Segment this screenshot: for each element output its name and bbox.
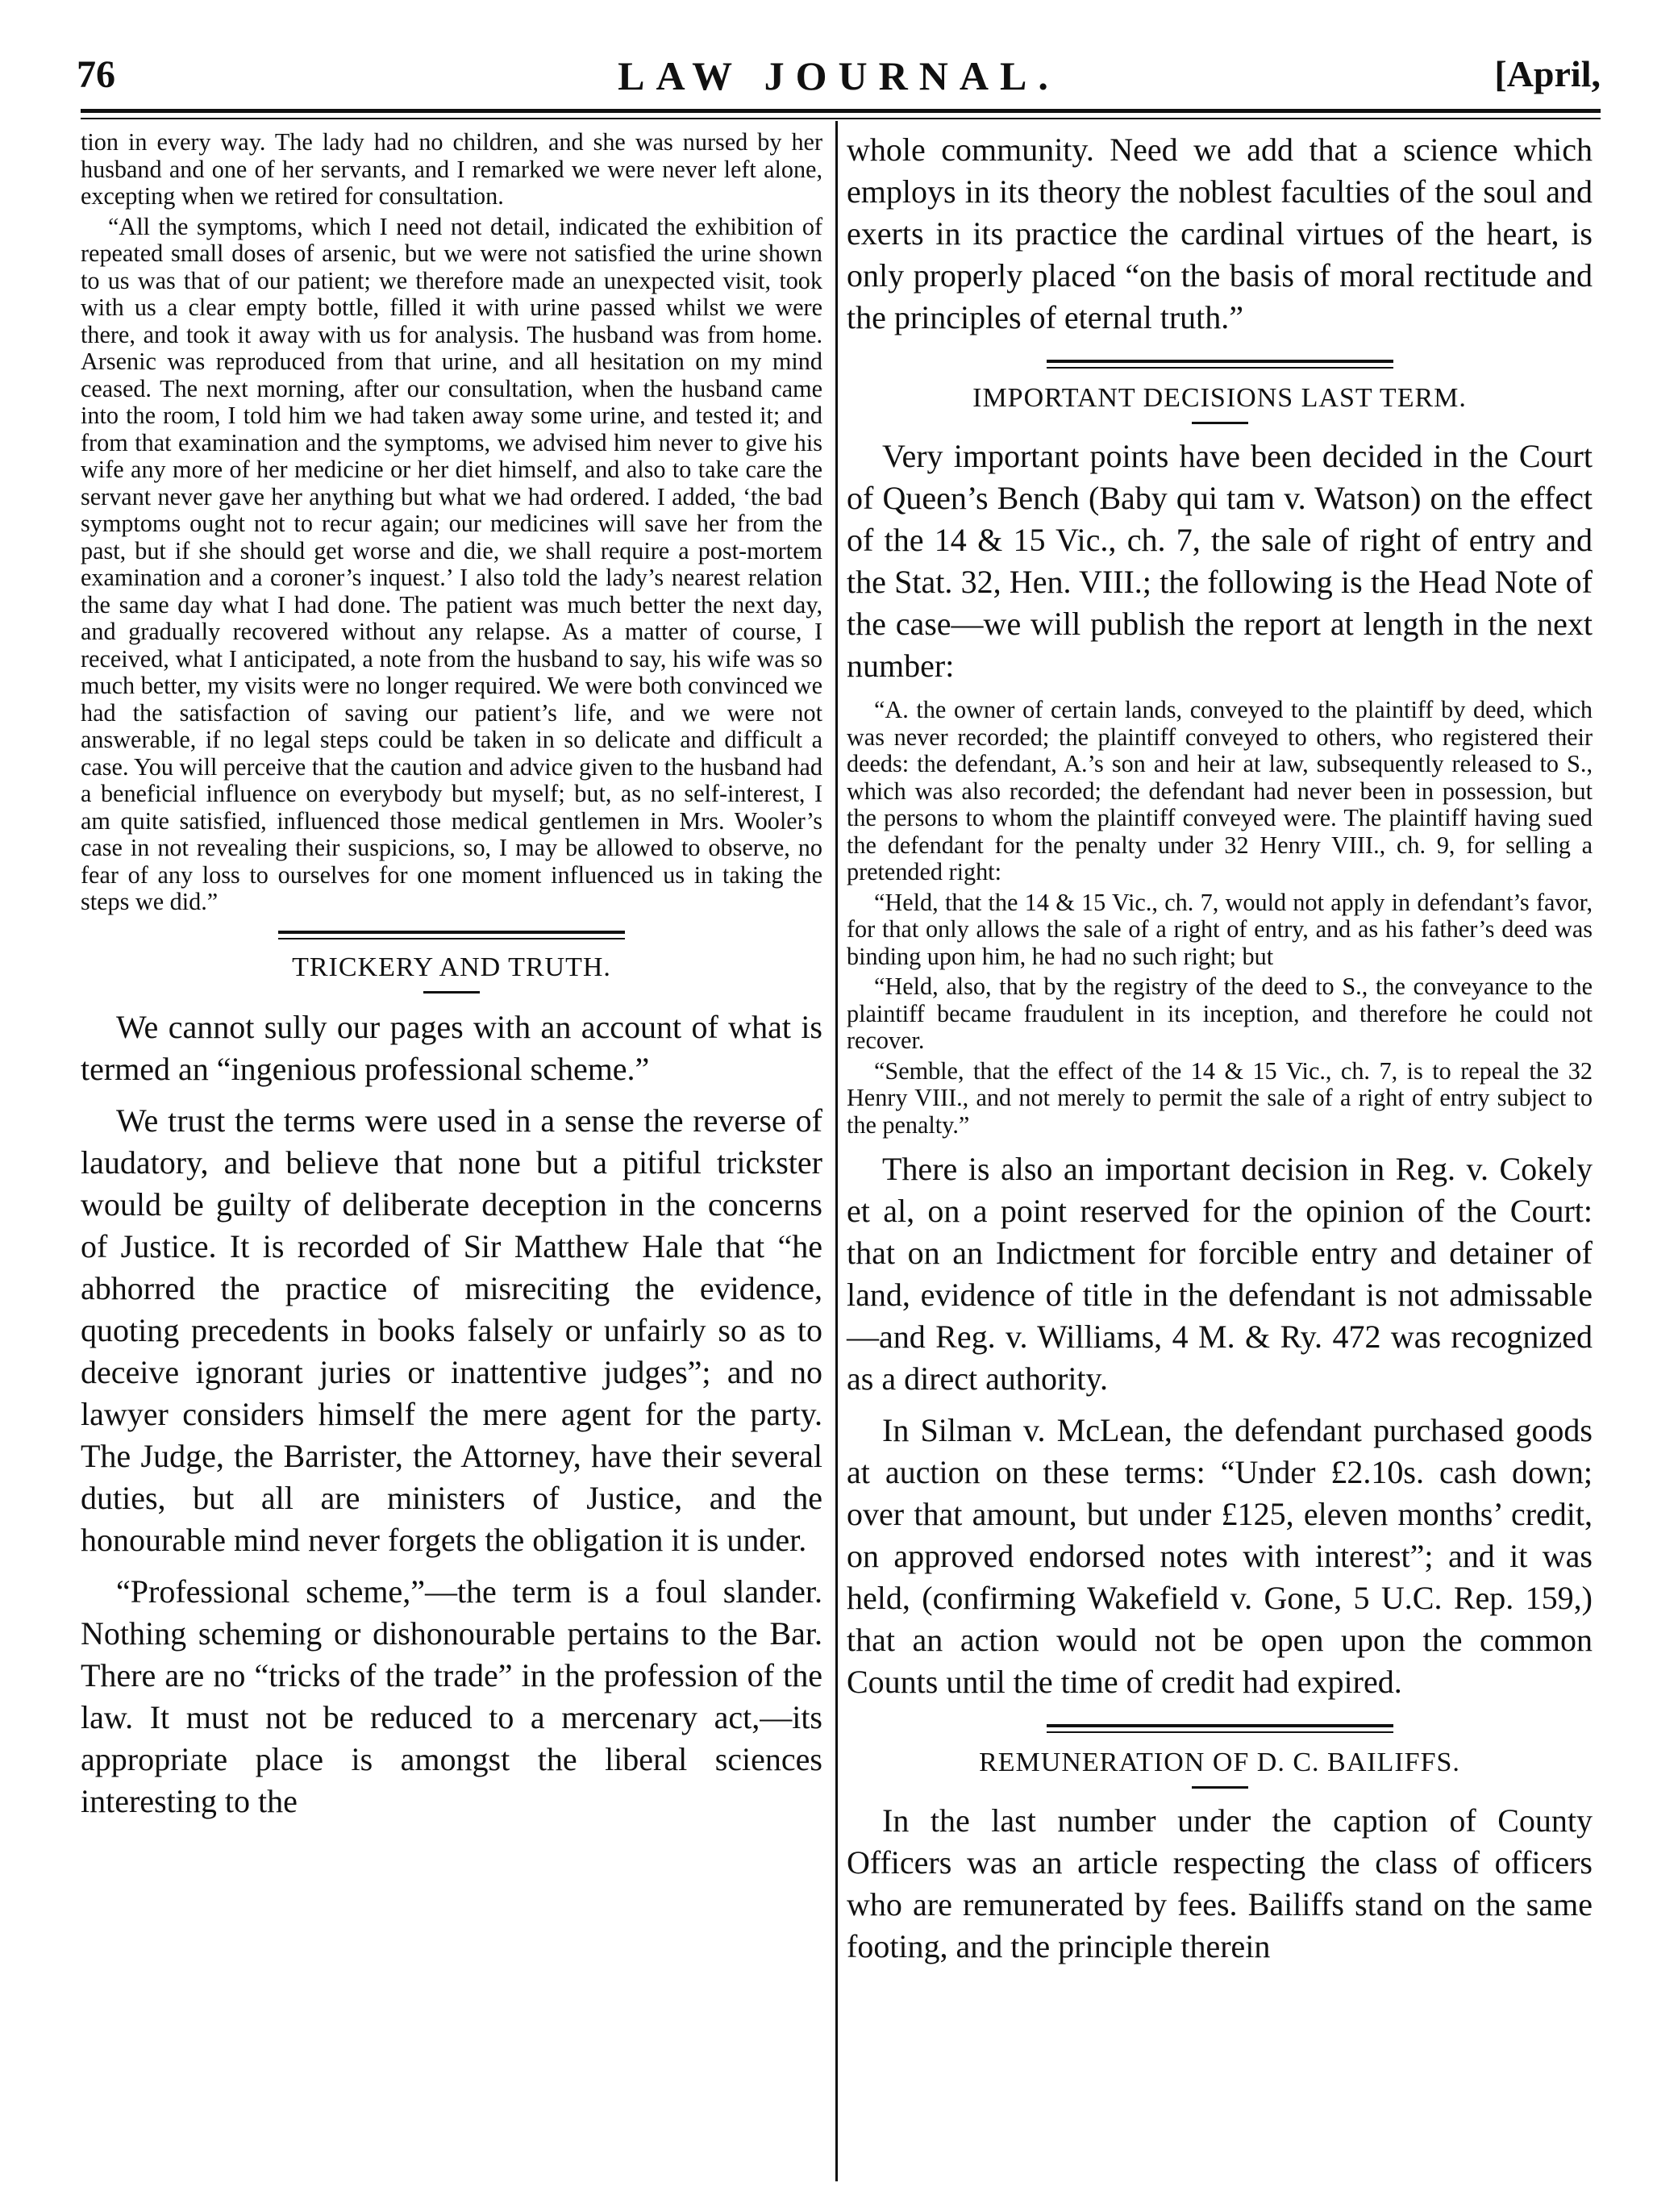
- left-column: [81, 129, 822, 1823]
- right-column: [847, 129, 1593, 1968]
- paragraph: “Professional scheme,”—the term is a foul slander. Nothing scheming or dishonourable pertains to the Bar. There are no “tricks of the trade” in the profession of the law. It must not be reduced to a mercenary act,—its appropriate place is amongst the liberal sciences interesting to the: [81, 1573, 822, 1819]
- page-number: 76: [77, 53, 115, 96]
- section-break: [847, 360, 1593, 369]
- paragraph: We trust the terms were used in a sense the reverse of laudatory, and believe that none but a pitiful trickster would be guilty of deliberate deception in the concerns of Justice. It is recorded of Sir Matthew Hale that “he abhorred the practice of misreciting the evidence, quoting precedents in books falsely or unfairly so as to deceive ignorant juries or inattentive judges”; and no lawyer considers himself the mere agent for the party. The Judge, the Barrister, the Attorney, have their several duties, but all are ministers of Justice, and the honourable mind never forgets the obligation it is under.: [81, 1102, 822, 1558]
- running-head: [77, 52, 1601, 113]
- short-rule: [423, 991, 480, 994]
- section-break: [81, 931, 822, 939]
- head-note-quote: “Held, also, that by the registry of the deed to S., the conveyance to the plaintiff became fraudulent in its inception, and therefore he could not recover.: [847, 973, 1593, 1054]
- issue-month: [April,: [1494, 53, 1601, 94]
- short-rule: [1192, 422, 1248, 424]
- quoted-letter: “All the symptoms, which I need not detail, indicated the exhibition of repeated small doses of arsenic, but we were not satisfied the urine shown to us was that of our patient; we therefore made an unexpected visit, took with us a clear empty bottle, filled it with urine passed whilst we were there, and took it away with us for analysis. The husband was from home. Arsenic was reproduced from that urine, and all hesitation on my mind ceased. The next morning, after our consultation, when the husband came into the room, I told him we had taken away some urine, and tested it; and from that examination and the symptoms, we advised him never to give his wife any more of her medicine or her diet himself, and also to take care the servant never gave her anything but what we had ordered. I added, ‘the bad symptoms ought not to recur again; our medicines will save her from the past, but if she should get worse and die, we shall require a post-mortem examination and a coroner’s inquest.’ I also told the lady’s nearest relation the same day what I had done. The patient was much better the next day, and gradually recovered without any relapse. As a matter of course, I received, what I anticipated, a note from the husband to say, his wife was so much better, my visits were no longer required. We were both convinced we had the satisfaction of saving our patient’s life, and we were not answerable, if no legal steps could be taken in so delicate and difficult a case. You will perceive that the caution and advice given to the husband had a beneficial influence on everybody but myself; but, as no self-interest, I am quite satisfied, influenced those medical gentlemen in Mrs. Wooler’s case in not revealing their suspicions, so, I may be allowed to observe, no fear of any loss to ourselves for one moment influenced us in taking the steps we did.”: [81, 212, 822, 915]
- header-rule: [81, 109, 1601, 113]
- paragraph: whole community. Need we add that a science which employs in its theory the noblest faculties of the soul and exerts in its practice the cardinal virtues of the heart, is only properly placed “on the basis of moral rectitude and the principles of eternal truth.”: [847, 131, 1593, 335]
- double-rule: [1047, 360, 1393, 369]
- journal-title: LAW JOURNAL.: [618, 53, 1060, 98]
- section-heading: TRICKERY AND TRUTH.: [292, 952, 611, 982]
- section-break: [847, 1724, 1593, 1733]
- paragraph: tion in every way. The lady had no children, and she was nursed by her husband and one of her servants, and I remarked we were never left alone, excepting when we retired for consultation.: [81, 128, 822, 210]
- paragraph: We cannot sully our pages with an account of what is termed an “ingenious professional scheme.”: [81, 1008, 822, 1087]
- paragraph: In the last number under the caption of County Officers was an article respecting the class of officers who are remunerated by fees. Bailiffs stand on the same footing, and the principle therein: [847, 1802, 1593, 1964]
- column-divider: [835, 121, 838, 2181]
- paragraph: In Silman v. McLean, the defendant purchased goods at auction on these terms: “Under £2.10s. cash down; over that amount, but under £125, eleven months’ credit, on approved endorsed notes with interest”; and it was held, (confirming Wakefield v. Gone, 5 U.C. Rep. 159,) that an action would not be open upon the common Counts until the time of credit had expired.: [847, 1412, 1593, 1700]
- header-rule-thin: [81, 118, 1601, 119]
- double-rule: [1047, 1724, 1393, 1733]
- short-rule: [1192, 1786, 1248, 1789]
- head-note-quote: “Semble, that the effect of the 14 & 15 Vic., ch. 7, is to repeal the 32 Henry VIII., and not merely to permit the sale of a right of entry subject to the penalty.”: [847, 1056, 1593, 1139]
- double-rule: [278, 931, 625, 939]
- head-note-quote: “A. the owner of certain lands, conveyed to the plaintiff by deed, which was never recorded; the plaintiff conveyed to others, who registered their deeds: the defendant, A.’s son and heir at law, subsequently released to S., which was also recorded; the defendant had never been in possession, but the persons to whom the plaintiff conveyed were. The plaintiff having sued the defendant for the penalty under 32 Henry VIII., ch. 9, for selling a pretended right:: [847, 696, 1593, 885]
- paragraph: Very important points have been decided in the Court of Queen’s Bench (Baby qui tam v. Watson) on the effect of the 14 & 15 Vic., ch. 7, the sale of right of entry and the Stat. 32, Hen. VIII.; the following is the Head Note of the case—we will publish the report at length in the next number:: [847, 438, 1593, 684]
- section-heading: REMUNERATION OF D. C. BAILIFFS.: [979, 1748, 1460, 1777]
- paragraph: There is also an important decision in Reg. v. Cokely et al, on a point reserved for the opinion of the Court: that on an Indictment for forcible entry and detainer of land, evidence of title in the defendant is not admissable—and Reg. v. Williams, 4 M. & Ry. 472 was recognized as a direct authority.: [847, 1151, 1593, 1397]
- head-note-quote: “Held, that the 14 & 15 Vic., ch. 7, would not apply in defendant’s favor, for that only allows the sale of a right of entry, and as his father’s deed was binding upon him, he had no such right; but: [847, 888, 1593, 970]
- section-heading: IMPORTANT DECISIONS LAST TERM.: [972, 383, 1467, 413]
